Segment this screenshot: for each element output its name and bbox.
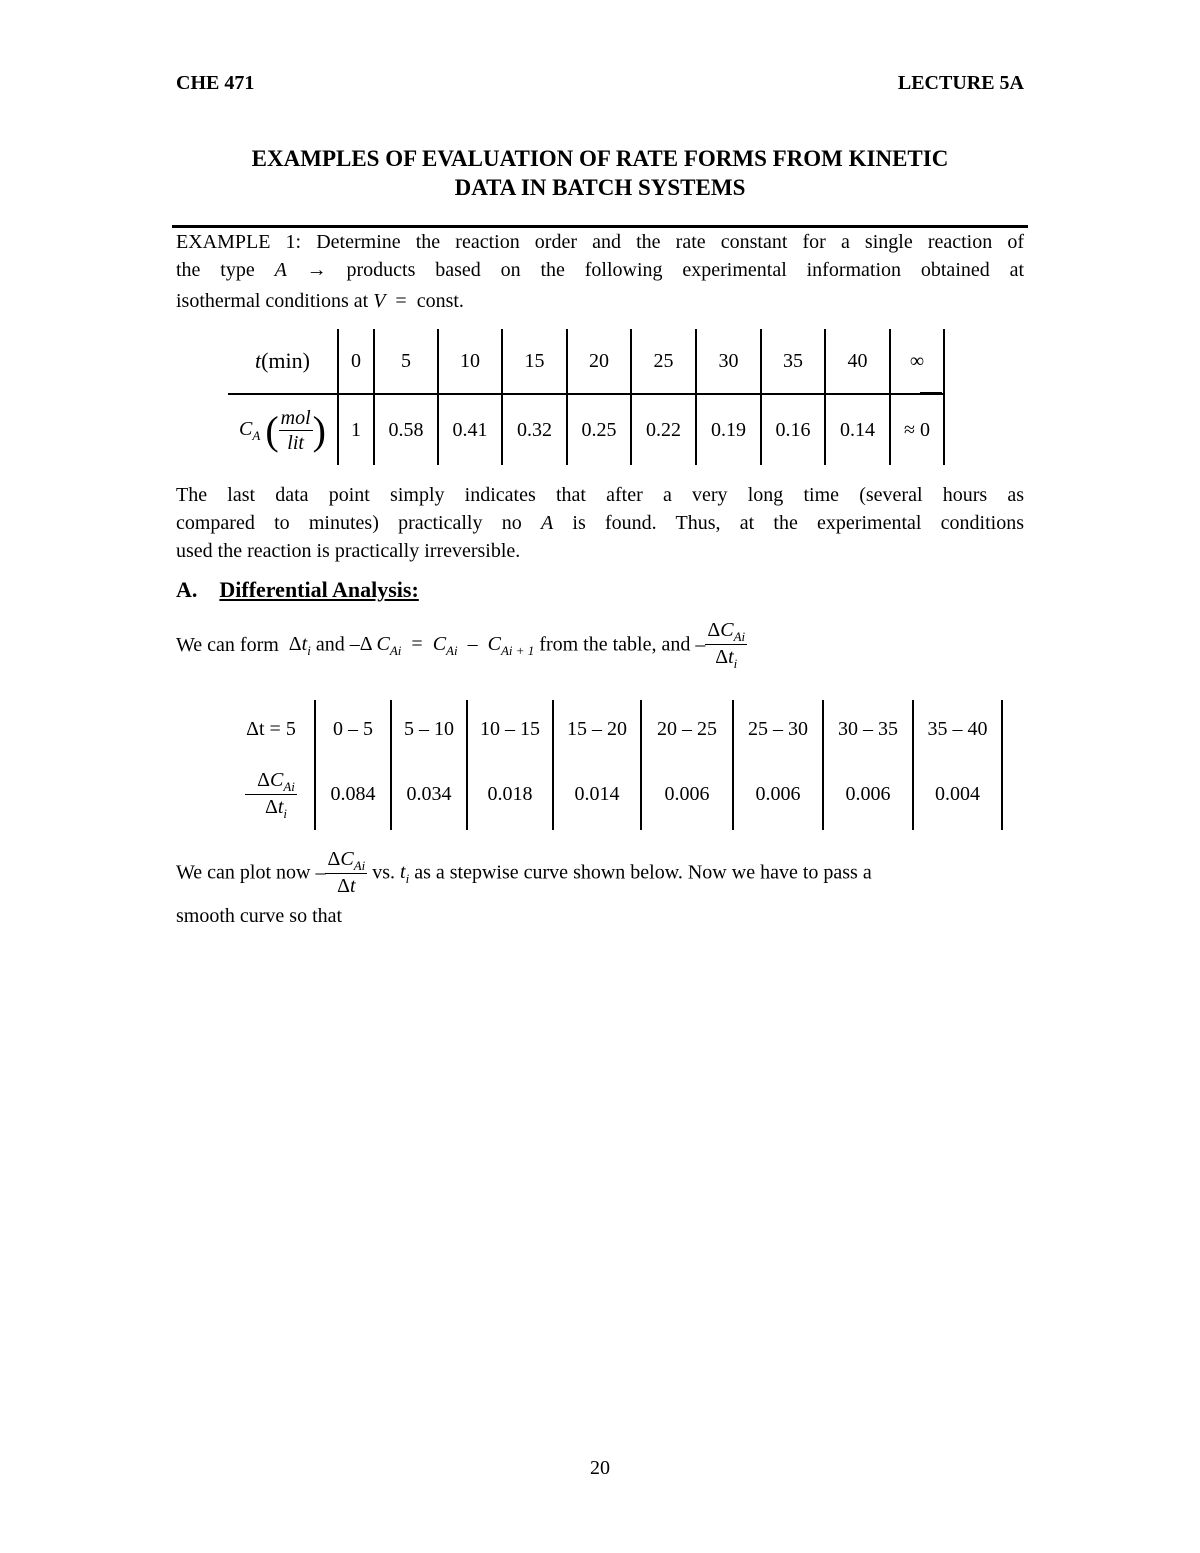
time-cell: ∞ [890, 329, 944, 394]
example-1-paragraph [176, 228, 1024, 315]
from-table-text: from the table, and [539, 633, 691, 656]
interval-cell: 15 – 20 [553, 700, 641, 758]
unit-numerator: mol [280, 406, 311, 429]
paragraph-2-line-1: The last data point simply indicates that after a very long time (several hours as [176, 484, 1024, 506]
interval-cell: 25 – 30 [733, 700, 823, 758]
concentration-cell: 0.22 [631, 394, 696, 465]
example-1-line-3: isothermal conditions at V = const. [176, 290, 464, 312]
title-line-1: EXAMPLES OF EVALUATION OF RATE FORMS FROM KINETIC [251, 146, 949, 171]
example-1-type-text: the type [176, 259, 255, 281]
example-1-line-2 [176, 256, 1024, 284]
interval-header-cell: Δt = 5 [228, 700, 315, 758]
example-1-conditions-text: isothermal conditions at [176, 290, 369, 312]
concentration-cell: 0.25 [567, 394, 631, 465]
unit-fraction [279, 406, 313, 455]
plot-paragraph [176, 847, 1024, 930]
time-cell: 30 [696, 329, 761, 394]
vs-text: vs. [372, 861, 396, 884]
table-rule-extension [920, 392, 942, 394]
reactant-symbol: A [540, 512, 554, 534]
interval-cell: 10 – 15 [467, 700, 553, 758]
time-cell: 20 [567, 329, 631, 394]
section-letter: A. [176, 577, 198, 602]
time-header-cell: t(min) [228, 329, 338, 394]
time-cell: 15 [502, 329, 567, 394]
concentration-header-cell [228, 394, 338, 465]
page-number: 20 [590, 1457, 610, 1479]
arrow-symbol: → [306, 259, 327, 281]
plot-line-1 [176, 847, 1024, 898]
concentration-cell: 1 [338, 394, 374, 465]
section-label: Differential Analysis: [219, 577, 419, 602]
concentration-symbol: C [239, 417, 253, 440]
rate-cell: 0.084 [315, 758, 391, 830]
reactant-symbol: A [274, 259, 287, 281]
left-paren: ( [265, 407, 279, 453]
plot-rate-fraction: $\frac{\Delta C_{Ai}}{\Delta t}$ [327, 848, 366, 897]
example-1-products-text: products based on the following experimental information obtained at [346, 259, 1025, 281]
concentration-subscript: A [252, 427, 261, 443]
right-paren: ) [312, 407, 326, 453]
paragraph-2-line-2 [176, 509, 1024, 537]
concentration-cell: 0.41 [438, 394, 502, 465]
rate-cell: 0.004 [913, 758, 1002, 830]
section-a-heading [176, 577, 419, 603]
ti-symbol: $t_i$ [400, 860, 410, 886]
concentration-cell: 0.14 [825, 394, 890, 465]
delta-ca-expression: –Δ $C_{Ai} = C_{Ai} - C_{Ai + 1}$ [349, 632, 535, 658]
time-symbol: t [254, 348, 262, 373]
concentration-cell: ≈ 0 [890, 394, 944, 465]
page-title [0, 144, 1200, 202]
interval-cell: 30 – 35 [823, 700, 913, 758]
table-row [228, 700, 1002, 758]
paragraph-2-text-b: is found. Thus, at the experimental conditions [572, 512, 1025, 534]
unit-denominator: lit [287, 431, 304, 454]
form-text: We can form [176, 633, 279, 656]
volume-symbol: V [373, 290, 386, 312]
form-differences-line [176, 618, 747, 671]
rate-table [228, 700, 1003, 830]
and-text: and [315, 633, 345, 656]
paragraph-2-line-3: used the reaction is practically irreversible. [176, 540, 521, 562]
rate-cell: 0.034 [391, 758, 467, 830]
course-code: CHE 471 [176, 72, 255, 94]
time-cell: 0 [338, 329, 374, 394]
concentration-cell: 0.32 [502, 394, 567, 465]
concentration-cell: 0.19 [696, 394, 761, 465]
irreversible-paragraph [176, 481, 1024, 565]
rate-fraction: $\frac{\Delta C_{Ai}}{\Delta t_i}$ [707, 619, 746, 671]
plot-text-c: as a stepwise curve shown below. Now we have to pass a [414, 861, 872, 884]
rate-cell: 0.006 [733, 758, 823, 830]
lecture-label: LECTURE 5A [897, 72, 1024, 94]
time-cell: 10 [438, 329, 502, 394]
interval-cell: 0 – 5 [315, 700, 391, 758]
time-cell: 40 [825, 329, 890, 394]
concentration-cell: 0.58 [374, 394, 438, 465]
table-row [228, 329, 944, 394]
example-1-const-text: const. [416, 290, 464, 312]
interval-cell: 5 – 10 [391, 700, 467, 758]
concentration-table [228, 329, 945, 465]
time-cell: 5 [374, 329, 438, 394]
plot-text-a: We can plot now [176, 861, 311, 884]
example-1-line-1: EXAMPLE 1: Determine the reaction order and the rate constant for a single reaction of [176, 231, 1024, 253]
delta-ti-expression: $\Delta t_i$ [283, 632, 311, 658]
time-cell: 25 [631, 329, 696, 394]
title-line-2: DATA IN BATCH SYSTEMS [454, 175, 746, 200]
interval-cell: 20 – 25 [641, 700, 733, 758]
plot-line-2: smooth curve so that [176, 905, 343, 927]
rate-cell: 0.018 [467, 758, 553, 830]
interval-cell: 35 – 40 [913, 700, 1002, 758]
paragraph-2-text-a: compared to minutes) practically no [176, 512, 522, 534]
table-row [228, 394, 944, 465]
minus-sign: – [695, 633, 706, 656]
time-cell: 35 [761, 329, 825, 394]
table-row [228, 758, 1002, 830]
rate-cell: 0.006 [641, 758, 733, 830]
concentration-cell: 0.16 [761, 394, 825, 465]
rate-header-cell: – $\frac{\Delta C_{Ai}}{\Delta t_i}$ [228, 758, 315, 830]
rate-cell: 0.014 [553, 758, 641, 830]
minus-sign: – [315, 861, 326, 884]
rate-cell: 0.006 [823, 758, 913, 830]
